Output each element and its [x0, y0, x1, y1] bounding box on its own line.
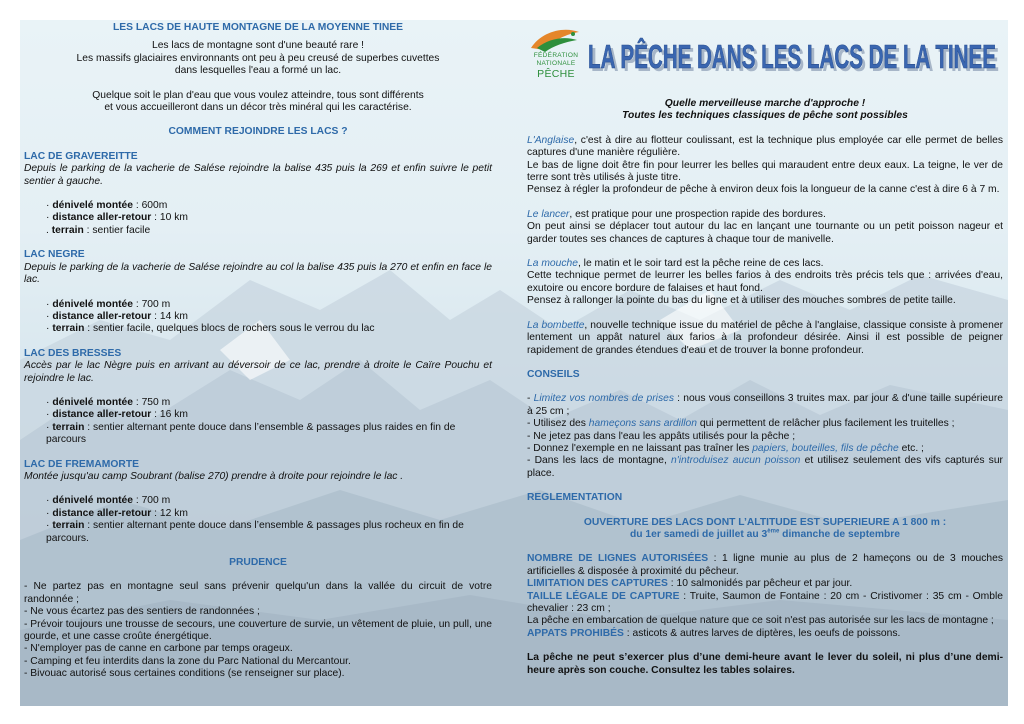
rule-item: La pêche en embarcation de quelque nature que ce soit n'est pas autorisée sur les lacs de montagne ;: [527, 615, 994, 627]
intro-line: dans lesquelles l'eau a formé un lac.: [174, 65, 342, 77]
technique-text: Le bas de ligne doit être fin pour leurrer les belles qui maraudent entre deux eaux. La teigne, le ver de terre sont très utilisés à juste titre.: [527, 159, 1003, 184]
technique-text: Pensez à rallonger la pointe du bas du ligne et à utiliser des mouches sombres de petite taille.: [527, 295, 956, 307]
technique-lancer: Le lancer, est pratique pour une prospection rapide des bordures.: [527, 208, 826, 220]
rule-item: NOMBRE DE LIGNES AUTORISÉES : 1 ligne munie au plus de 2 hameçons ou de 3 mouches artificielles & disposée à proximité du pêcheur.: [527, 553, 1003, 577]
technique-bombette: La bombette, nouvelle technique issue du matériel de pêche à l'anglaise, classique consiste à promener lentement un appât naturel aux farios à la profondeur désirée. Ainsi il est possible de peigner rapidement de grandes étendues d'eau et de trouver la bonne profondeur.: [527, 319, 1003, 356]
prudence-line: - Ne partez pas en montagne seul sans prévenir quelqu'un dans la vallée du circuit de votre randonnée ;: [24, 581, 492, 605]
lake-stat: · distance aller-retour : 16 km: [46, 409, 188, 421]
left-heading: LES LACS DE HAUTE MONTAGNE DE LA MOYENNE TINEE: [112, 22, 404, 33]
prudence-line: - N'employer pas de canne en carbone par temps orageux.: [24, 643, 293, 655]
lake-stat: · dénivelé montée : 700 m: [46, 495, 171, 507]
lake-stat: · terrain : sentier alternant pente douce dans l’ensemble & passages plus rocheux en fin de parcours.: [46, 520, 464, 544]
conseil-item: - Dans les lacs de montagne, n'introduisez aucun poisson et utilisez seulement des vifs capturés sur place.: [527, 455, 1003, 479]
intro-line: Les massifs glaciaires environnants ont peu à peu creusé de superbes cuvettes: [76, 52, 440, 64]
lake-stat: . terrain : sentier facile: [46, 224, 151, 236]
ouverture-line: OUVERTURE DES LACS DONT L’ALTITUDE EST SUPERIEURE A 1 800 m :: [583, 516, 947, 528]
prudence-line: - Camping et feu interdits dans la zone du Parc National du Mercantour.: [24, 655, 351, 667]
lake-stat: · distance aller-retour : 14 km: [46, 310, 188, 322]
lake-stat: · terrain : sentier facile, quelques blocs de rochers sous le verrou du lac: [46, 323, 375, 335]
rule-item: TAILLE LÉGALE DE CAPTURE : Truite, Saumon de Fontaine : 20 cm - Cristivomer : 35 cm - Omble chevalier : 23 cm ;: [527, 590, 1004, 614]
technique-mouche: La mouche, le matin et le soir tard est la pêche reine de ces lacs.: [527, 258, 824, 270]
lake-stat: · distance aller-retour : 10 km: [46, 212, 188, 224]
subtitle: Quelle merveilleuse marche d'approche !: [664, 98, 866, 109]
technique-text: On peut ainsi se déplacer tout autour du lac en lançant une tournante ou un petit poisson nageur et garder toutes ses chances de captures à chaque tour de manivelle.: [527, 221, 1003, 245]
lake-stat: · dénivelé montée : 600m: [46, 200, 168, 212]
reglementation-title: REGLEMENTATION: [527, 492, 623, 504]
conseil-item: - Utilisez des hameçons sans ardillon qui permettent de relâcher plus facilement les truitelles ;: [527, 418, 955, 430]
main-title-text: LA PÊCHE DANS LES LACS DE LA TINEE: [588, 38, 996, 75]
rule-item: LIMITATION DES CAPTURES : 10 salmonidés par pêcheur et par jour.: [527, 578, 853, 590]
conseils-title: CONSEILS: [527, 368, 580, 380]
lake-stat: · terrain : sentier alternant pente douce dans l’ensemble & passages plus raides en fin de parcours: [46, 421, 456, 446]
subtitle: Toutes les techniques classiques de pêche sont possibles: [622, 110, 908, 122]
conseil-item: - Ne jetez pas dans l'eau les appâts utilisés pour la pêche ;: [527, 430, 796, 442]
rule-item: APPATS PROHIBÉS : asticots & autres larves de diptères, les oeufs de poissons.: [527, 627, 901, 639]
technique-anglaise: L'Anglaise, c'est à dire au flotteur coulissant, est la technique plus employée car elle permet de belles captures d'une manière régulière.: [527, 134, 1003, 159]
lake-name: LAC NEGRE: [24, 249, 85, 261]
lake-name: LAC DE GRAVEREITTE: [24, 150, 138, 162]
intro-line: Les lacs de montagne sont d'une beauté rare !: [151, 40, 365, 52]
logo-line: FÉDÉRATION: [533, 52, 579, 59]
lake-desc: Accès par le lac Nègre puis en arrivant au déversoir de ce lac, prendre à droite le Caïre Pouchu et rejoindre le lac.: [24, 360, 492, 384]
lake-desc: Montée jusqu'au camp Soubrant (balise 270) prendre à droite pour rejoindre le lac .: [24, 470, 404, 482]
final-note: La pêche ne peut s’exercer plus d’une demi-heure avant le lever du soleil, ni plus d’une demi-heure après son couche. Consultez les tables solaires.: [527, 652, 1003, 676]
logo-line: NATIONALE: [536, 60, 576, 67]
prudence-title: PRUDENCE: [229, 557, 287, 568]
lake-stat: · dénivelé montée : 700 m: [46, 298, 171, 310]
intro-line: et vous accueilleront dans un décor très minéral qui les caractérise.: [104, 102, 412, 114]
lake-name: LAC DE FREMAMORTE: [24, 458, 139, 470]
conseil-item: - Limitez vos nombres de prises : nous vous conseillons 3 truites max. par jour & d'une taille supérieure à 25 cm ;: [527, 393, 1003, 417]
ouverture-line: du 1er samedi de juillet au 3ème dimanche de septembre: [629, 528, 901, 540]
svg-text:LA PÊCHE DANS LES LACS DE LA T: LA PÊCHE DANS LES LACS DE LA TINEE: [591, 41, 999, 78]
main-title: [588, 34, 1008, 78]
right-column: [527, 98, 1003, 677]
lake-stat: · dénivelé montée : 750 m: [46, 396, 171, 408]
prudence-line: - Bivouac autorisé sous certaines conditions (se renseigner sur place).: [24, 668, 345, 680]
lake-name: LAC DES BRESSES: [24, 347, 122, 359]
conseil-item: - Donnez l'exemple en ne laissant pas traîner les papiers, bouteilles, fils de pêche etc. ;: [527, 442, 924, 454]
how-title: COMMENT REJOINDRE LES LACS ?: [168, 126, 348, 138]
lake-stat: · distance aller-retour : 12 km: [46, 507, 188, 519]
left-column: [24, 22, 492, 681]
lake-desc: Depuis le parking de la vacherie de Salése rejoindre la balise 435 puis la 269 et enfin suivre le petit sentier à gauche.: [24, 163, 492, 187]
technique-text: Cette technique permet de leurrer les belles farios à des endroits très précis tels que : arrivées d'eau, exutoire ou encore bordure de falaises et haut fond.: [527, 270, 1003, 294]
prudence-line: - Prévoir toujours une trousse de secours, une couverture de survie, un vêtement de pluie, un pull, une gourde, et une casse croûte énergétique.: [24, 618, 492, 643]
technique-text: Pensez à régler la profondeur de pêche à environ deux fois la longueur de la canne c'est à dire 6 à 7 m.: [527, 184, 1000, 196]
lake-desc: Depuis le parking de la vacherie de Salése rejoindre au col la balise 435 puis la 270 et enfin en face le lac.: [24, 261, 492, 286]
prudence-line: - Ne vous écartez pas des sentiers de randonnées ;: [24, 606, 260, 618]
intro-line: Quelque soit le plan d'eau que vous voulez atteindre, tous sont différents: [92, 89, 424, 101]
logo-peche: PÊCHE: [537, 68, 575, 80]
logo-text: [523, 52, 589, 80]
